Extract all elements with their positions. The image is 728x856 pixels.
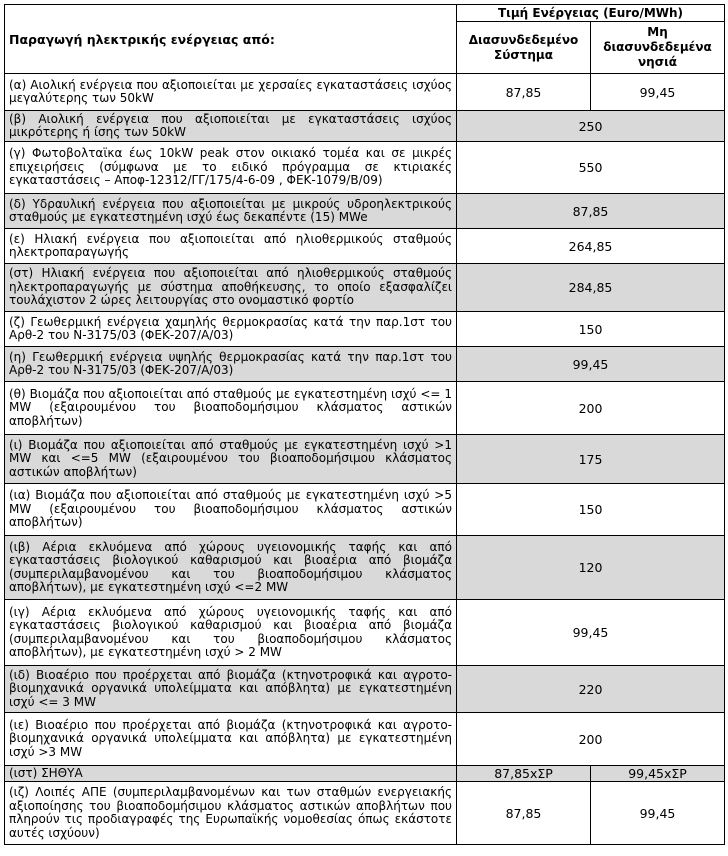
table-row <box>5 713 725 766</box>
row-description: (θ) Βιομάζα που αξιοποιείται από σταθμούς με εγκατεστημένη ισχύ <= 1 MW (εξαιρουμένου του βιοαποδομήσιμου κλάσματος αστικών αποβλήτων) <box>5 382 457 435</box>
row-description: (ιβ) Αέρια εκλυόμενα από χώρους υγειονομικής ταφής και από εγκαταστάσεις βιολογικού καθαρισμού και βιοαέρια από βιομάζα (συμπεριλαμβανομένου και του βιοαποδομήσιμου κλάσματος αποβλήτων), με εγκατεστημένη ισχύ <=2 MW <box>5 536 457 600</box>
row-description: (ιστ) ΣΗΘΥΑ <box>5 766 457 782</box>
feed-in-tariff-table <box>4 4 725 845</box>
common-value: 175 <box>457 435 725 484</box>
common-value: 99,45 <box>457 347 725 382</box>
common-value: 120 <box>457 536 725 600</box>
table-row <box>5 142 725 194</box>
common-value: 550 <box>457 142 725 194</box>
table-row <box>5 600 725 666</box>
table-row <box>5 111 725 142</box>
table-row <box>5 666 725 713</box>
interconnected-value: 87,85 <box>457 782 591 845</box>
table-row <box>5 264 725 312</box>
row-description: (ιε) Βιοαέριο που προέρχεται από βιομάζα (κτηνοτροφικά και αγροτο-βιομηχανικά οργανικά υπολείμματα και απόβλητα) με εγκατεστημένη ισχύ >3 MW <box>5 713 457 766</box>
row-description: (ιγ) Αέρια εκλυόμενα από χώρους υγειονομικής ταφής και από εγκαταστάσεις βιολογικού καθαρισμού και βιοαέρια από βιομάζα (συμπεριλαμβανομένου και του βιοαποδομήσιμου κλάσματος αποβλήτων), με εγκατεστημένη ισχύ > 2 MW <box>5 600 457 666</box>
table-row <box>5 74 725 111</box>
row-description: (ια) Βιομάζα που αξιοποιείται από σταθμούς με εγκατεστημένη ισχύ >5 MW (εξαιρουμένου του βιοαποδομήσιμου κλάσματος αστικών αποβλήτων) <box>5 484 457 536</box>
non-interconnected-islands-header: Μη διασυνδεδεμένα νησιά <box>591 22 725 74</box>
row-description: (γ) Φωτοβολταϊκα έως 10kW peak στον οικιακό τομέα και σε μικρές επιχειρήσεις (σύμφωνα με το ειδικό πρόγραμμα σε κτιριακές εγκαταστάσεις – Αποφ-12312/ΓΓ/175/4-6-09 , ΦΕΚ-1079/Β/09) <box>5 142 457 194</box>
row-description: (ζ) Γεωθερμική ενέργεια χαμηλής θερμοκρασίας κατά την παρ.1στ του Αρθ-2 του Ν-3175/03 (ΦΕΚ-207/Α/03) <box>5 312 457 347</box>
table-row <box>5 435 725 484</box>
table-row <box>5 312 725 347</box>
common-value: 200 <box>457 713 725 766</box>
row-description: (η) Γεωθερμική ενέργεια υψηλής θερμοκρασίας κατά την παρ.1στ του Αρθ-2 του Ν-3175/03 (ΦΕΚ-207/Α/03) <box>5 347 457 382</box>
row-description: (ιζ) Λοιπές ΑΠΕ (συμπεριλαμβανομένων και των σταθμών ενεργειακής αξιοποίησης του βιοαποδομήσιμου κλάσματος αστικών αποβλήτων που πληρούν τις προδιαγραφές της Ευρωπαϊκής νομοθεσίας όπως εκάστοτε αυτές ισχύουν) <box>5 782 457 845</box>
common-value: 284,85 <box>457 264 725 312</box>
row-description: (ι) Βιομάζα που αξιοποιείται από σταθμούς με εγκατεστημένη ισχύ >1 MW και <=5 MW (εξαιρουμένου του βιοαποδομήσιμου κλάσματος αστικών αποβλήτων) <box>5 435 457 484</box>
common-value: 200 <box>457 382 725 435</box>
energy-price-header: Τιμή Ενέργειας (Euro/MWh) <box>457 5 725 22</box>
common-value: 99,45 <box>457 600 725 666</box>
table-row <box>5 382 725 435</box>
table-row <box>5 782 725 845</box>
common-value: 150 <box>457 312 725 347</box>
row-description: (δ) Υδραυλική ενέργεια που αξιοποιείται με μικρούς υδροηλεκτρικούς σταθμούς με εγκατεστημένη ισχύ έως δεκαπέντε (15) MWe <box>5 194 457 229</box>
row-description: (β) Αιολική ενέργεια που αξιοποιείται με εγκαταστάσεις ισχύος μικρότερης ή ίσης των 50kW <box>5 111 457 142</box>
table-header-row <box>5 5 725 22</box>
row-description: (α) Αιολική ενέργεια που αξιοποιείται με χερσαίες εγκαταστάσεις ισχύος μεγαλύτερης των 50kW <box>5 74 457 111</box>
table-row <box>5 766 725 782</box>
interconnected-value: 87,85xΣΡ <box>457 766 591 782</box>
common-value: 150 <box>457 484 725 536</box>
non-interconnected-value: 99,45xΣΡ <box>591 766 725 782</box>
non-interconnected-value: 99,45 <box>591 782 725 845</box>
production-header: Παραγωγή ηλεκτρικής ενέργειας από: <box>5 5 457 74</box>
non-interconnected-value: 99,45 <box>591 74 725 111</box>
table-row <box>5 536 725 600</box>
row-description: (ε) Ηλιακή ενέργεια που αξιοποιείται από ηλιοθερμικούς σταθμούς ηλεκτροπαραγωγής <box>5 229 457 264</box>
table-row <box>5 484 725 536</box>
table-row <box>5 347 725 382</box>
common-value: 220 <box>457 666 725 713</box>
common-value: 87,85 <box>457 194 725 229</box>
row-description: (στ) Ηλιακή ενέργεια που αξιοποιείται από ηλιοθερμικούς σταθμούς ηλεκτροπαραγωγής με σύστημα αποθήκευσης, το οποίο εξασφαλίζει τουλάχιστον 2 ώρες λειτουργίας στο ονομαστικό φορτίο <box>5 264 457 312</box>
interconnected-value: 87,85 <box>457 74 591 111</box>
table-row <box>5 194 725 229</box>
row-description: (ιδ) Βιοαέριο που προέρχεται από βιομάζα (κτηνοτροφικά και αγροτο-βιομηχανικά οργανικά υπολείμματα και απόβλητα) με εγκατεστημένη ισχύ <= 3 MW <box>5 666 457 713</box>
interconnected-system-header: Διασυνδεδεμένο Σύστημα <box>457 22 591 74</box>
common-value: 250 <box>457 111 725 142</box>
common-value: 264,85 <box>457 229 725 264</box>
table-row <box>5 229 725 264</box>
